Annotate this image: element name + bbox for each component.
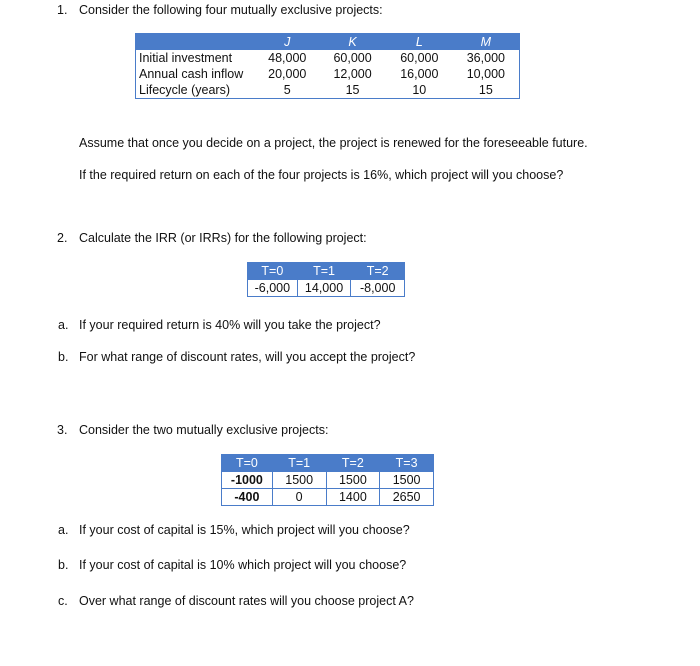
q2-b-label: b. [58, 350, 69, 364]
q2-header-t2: T=2 [351, 263, 405, 280]
table-cell: -6,000 [248, 280, 298, 297]
table-cell: 15 [478, 83, 493, 97]
q3-a-text: If your cost of capital is 15%, which project will you choose? [79, 523, 410, 537]
q3-header-t0: T=0 [222, 455, 273, 472]
table-cell: 60,000 [333, 51, 372, 65]
q1-question: If the required return on each of the four projects is 16%, which project will you choose? [79, 168, 564, 182]
q2-header-t0: T=0 [248, 263, 298, 280]
q2-header-t1: T=1 [297, 263, 351, 280]
table-cell: 5 [283, 83, 291, 97]
q2-a-text: If your required return is 40% will you take the project? [79, 318, 381, 332]
table-cell: 1400 [326, 489, 380, 506]
table-cell: 48,000 [268, 51, 307, 65]
table-cell: -1000 [222, 472, 273, 489]
q1-header-project-j: J [255, 34, 319, 51]
table-row [136, 82, 520, 99]
row-label: Lifecycle (years) [139, 83, 230, 97]
q3-b-label: b. [58, 558, 69, 572]
q1-header-project-k: K [319, 34, 386, 51]
q3-a-label: a. [58, 523, 69, 537]
table-row [222, 489, 434, 506]
q1-table [135, 33, 520, 99]
table-cell: 12,000 [333, 67, 372, 81]
q3-number: 3. [57, 423, 68, 437]
table-cell: 1500 [272, 472, 326, 489]
q2-table-header-row [248, 263, 405, 280]
q3-table-header-row [222, 455, 434, 472]
row-label: Initial investment [139, 51, 233, 65]
q1-assumption: Assume that once you decide on a project, the project is renewed for the foreseeable future. [79, 136, 588, 150]
q1-number: 1. [57, 3, 68, 17]
q3-c-text: Over what range of discount rates will you choose project A? [79, 594, 414, 608]
q1-header-cell [136, 34, 256, 51]
q2-table [247, 262, 405, 297]
table-cell: 0 [272, 489, 326, 506]
table-cell: 16,000 [400, 67, 439, 81]
table-cell: 1500 [380, 472, 434, 489]
q2-b-text: For what range of discount rates, will you accept the project? [79, 350, 416, 364]
q3-header-t1: T=1 [272, 455, 326, 472]
table-row [222, 472, 434, 489]
q1-table-header-row [136, 34, 520, 51]
row-label: Annual cash inflow [139, 67, 244, 81]
table-cell: 20,000 [268, 67, 307, 81]
q1-text: Consider the following four mutually exclusive projects: [79, 3, 383, 17]
q2-text: Calculate the IRR (or IRRs) for the following project: [79, 231, 367, 245]
q3-header-t3: T=3 [380, 455, 434, 472]
q3-header-t2: T=2 [326, 455, 380, 472]
table-cell: 14,000 [297, 280, 351, 297]
table-cell: 15 [345, 83, 360, 97]
table-cell: 10,000 [466, 67, 505, 81]
q1-header-project-m: M [453, 34, 520, 51]
table-cell: 36,000 [466, 51, 505, 65]
table-cell: -8,000 [351, 280, 405, 297]
q3-text: Consider the two mutually exclusive projects: [79, 423, 329, 437]
q2-a-label: a. [58, 318, 69, 332]
table-cell: 2650 [380, 489, 434, 506]
q3-c-label: c. [58, 594, 68, 608]
table-cell: -400 [222, 489, 273, 506]
table-cell: 10 [412, 83, 427, 97]
table-cell: 60,000 [400, 51, 439, 65]
q1-header-project-l: L [386, 34, 453, 51]
table-row [136, 66, 520, 82]
q3-table [221, 454, 434, 506]
table-row [136, 50, 520, 66]
q3-b-text: If your cost of capital is 10% which project will you choose? [79, 558, 407, 572]
table-cell: 1500 [326, 472, 380, 489]
table-row [248, 280, 405, 297]
q2-number: 2. [57, 231, 68, 245]
